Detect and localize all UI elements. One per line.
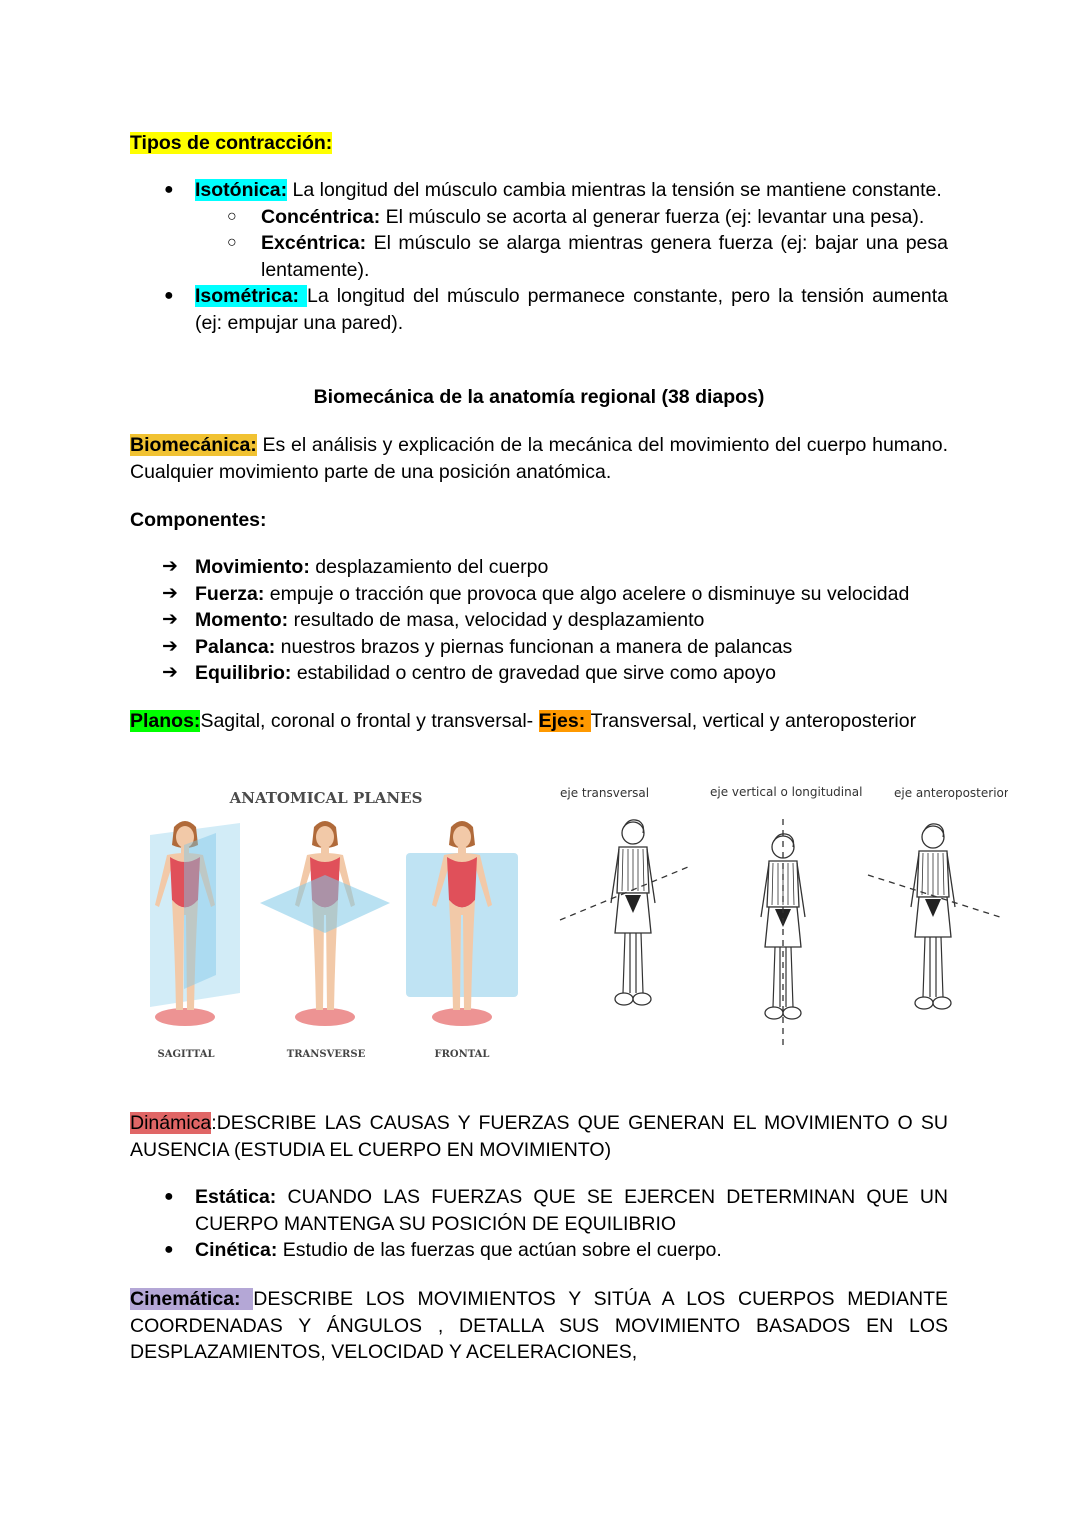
- componente-label: Movimiento:: [195, 556, 310, 578]
- concentrica-label: Concéntrica:: [261, 205, 381, 228]
- componente-item: [130, 634, 948, 661]
- componente-text: estabilidad o centro de gravedad que sirve como apoyo: [291, 662, 776, 684]
- componente-item: [130, 607, 948, 634]
- list-item-concentrica: [130, 204, 948, 231]
- isometrica-text: La longitud del músculo permanece constante, pero la tensión aumenta (ej: empujar una pared).: [195, 285, 948, 334]
- cinematica-paragraph: [130, 1286, 948, 1366]
- componentes-title: Componentes:: [130, 509, 267, 531]
- concentrica-text: El músculo se acorta al generar fuerza (ej: levantar una pesa).: [380, 205, 925, 228]
- arrow-right-icon: ➔: [162, 662, 178, 683]
- contraction-heading: [130, 130, 948, 157]
- cinetica-text: Estudio de las fuerzas que actúan sobre el cuerpo.: [277, 1239, 722, 1261]
- ejes-label: Ejes:: [538, 710, 591, 732]
- componente-text: nuestros brazos y piernas funcionan a manera de palancas: [275, 635, 793, 658]
- list-item-isometrica: [130, 283, 948, 336]
- planos-text: Sagital, coronal o frontal y transversal-: [200, 710, 539, 732]
- list-item-cinetica: [130, 1237, 948, 1264]
- arrow-right-icon: ➔: [162, 635, 178, 657]
- list-item-estatica: [130, 1184, 948, 1237]
- sketch-figure-transversal: [611, 820, 655, 1005]
- circle-bullet-icon: ○: [227, 207, 237, 225]
- ejes-text: Transversal, vertical y anteroposterior: [590, 710, 917, 732]
- bullet-icon: ●: [164, 1241, 174, 1258]
- transverse-plane: [260, 875, 390, 933]
- list-item-excentrica: [130, 230, 948, 283]
- sketch-figure-vertical: [761, 834, 805, 1019]
- componentes-list: [130, 554, 948, 687]
- axis-label-vertical: eje vertical o longitudinal: [710, 785, 863, 799]
- isotonica-text: La longitud del músculo cambia mientras la tensión se mantiene constante.: [287, 179, 942, 201]
- componente-text: empuje o tracción que provoca que algo acelere o disminuye su velocidad: [264, 582, 910, 605]
- bullet-icon: ●: [164, 181, 174, 198]
- arrow-right-icon: ➔: [162, 609, 178, 630]
- componente-label: Fuerza:: [195, 582, 265, 605]
- anatomy-illustration: [128, 775, 1008, 1065]
- dinamica-paragraph: [130, 1110, 948, 1163]
- componente-label: Palanca:: [195, 635, 276, 658]
- componente-item: [130, 581, 948, 608]
- dinamica-text: :DESCRIBE LAS CAUSAS Y FUERZAS QUE GENERAN EL MOVIMIENTO O SU AUSENCIA (ESTUDIA EL CUERPO EN MOVIMIENTO): [130, 1112, 948, 1161]
- componente-label: Equilibrio:: [195, 662, 292, 684]
- arrow-right-icon: ➔: [162, 556, 178, 577]
- planes-title: ANATOMICAL PLANES: [229, 789, 423, 807]
- estatica-label: Estática:: [195, 1186, 277, 1208]
- frontal-label: FRONTAL: [434, 1049, 490, 1060]
- list-item-isotonica: [130, 177, 948, 204]
- sagittal-label: SAGITTAL: [157, 1049, 215, 1060]
- componente-item: [130, 660, 948, 687]
- excentrica-text: El músculo se alarga mientras genera fuerza (ej: bajar una pesa lentamente).: [261, 232, 948, 281]
- contraction-title: Tipos de contracción:: [130, 132, 333, 154]
- planos-label: Planos:: [130, 710, 201, 732]
- dinamica-label: Dinámica: [130, 1112, 212, 1134]
- circle-bullet-icon: ○: [227, 234, 237, 251]
- biomecanica-label: Biomecánica:: [130, 434, 257, 456]
- section-title: Biomecánica de la anatomía regional (38 diapos): [313, 386, 765, 408]
- sketch-figure-anteroposterior: [911, 824, 955, 1009]
- biomecanica-text: Es el análisis y explicación de la mecánica del movimiento del cuerpo humano. Cualquier movimiento parte de una posición anatómica.: [130, 434, 948, 483]
- cinematica-label: Cinemática:: [130, 1288, 254, 1310]
- biomecanica-paragraph: [130, 432, 948, 485]
- estatica-text: CUANDO LAS FUERZAS QUE SE EJERCEN DETERMINAN QUE UN CUERPO MANTENGA SU POSICIÓN DE EQUILIBRIO: [195, 1186, 948, 1235]
- bullet-icon: ●: [164, 1188, 174, 1205]
- componente-label: Momento:: [195, 609, 289, 631]
- transverse-label: TRANSVERSE: [286, 1049, 366, 1060]
- arrow-right-icon: ➔: [162, 582, 178, 604]
- componente-text: resultado de masa, velocidad y desplazamiento: [288, 609, 705, 631]
- contraction-list: [130, 177, 948, 336]
- componente-text: desplazamiento del cuerpo: [309, 556, 549, 578]
- componentes-heading: [130, 507, 948, 534]
- axis-label-anteroposterior: eje anteroposterior: [894, 786, 1008, 800]
- dinamica-list: [130, 1184, 948, 1264]
- anatomy-figure: [128, 775, 1008, 1065]
- isotonica-label: Isotónica:: [195, 179, 288, 201]
- isometrica-label: Isométrica:: [195, 285, 308, 307]
- componente-item: [130, 554, 948, 581]
- cinetica-label: Cinética:: [195, 1239, 278, 1261]
- planos-ejes-line: [130, 708, 990, 735]
- axis-label-transversal: eje transversal: [560, 786, 650, 800]
- cinematica-text: DESCRIBE LOS MOVIMIENTOS Y SITÚA A LOS CUERPOS MEDIANTE COORDENADAS Y ÁNGULOS , DETALLA SUS MOVIMIENTO BASADOS EN LOS DESPLAZAMIENTOS, VELOCIDAD Y ACELERACIONES,: [130, 1288, 948, 1363]
- excentrica-label: Excéntrica:: [261, 232, 367, 254]
- bullet-icon: ●: [164, 287, 174, 304]
